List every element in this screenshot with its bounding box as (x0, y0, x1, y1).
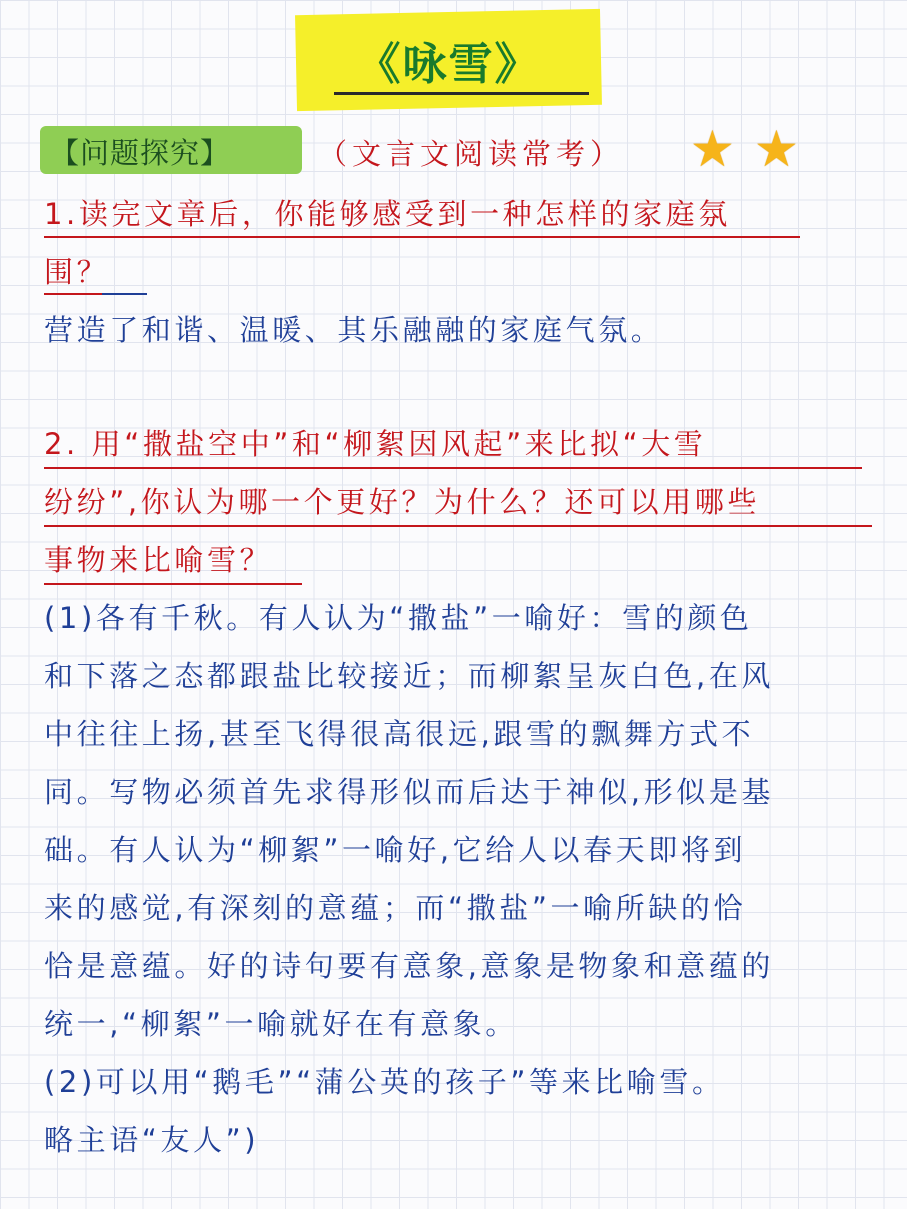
answer-2-line: (2)可以用“鹅毛”“蒲公英的孩子”等来比喻雪。 (44, 1065, 725, 1099)
question-1-line-1: 1.读完文章后，你能够感受到一种怎样的家庭氛 (44, 197, 731, 231)
answer-2-line: (1)各有千秋。有人认为“撒盐”一喻好：雪的颜色 (44, 601, 753, 635)
star-icon: ★ (754, 120, 799, 178)
question-underline (44, 525, 872, 527)
question-2-line-3: 事物来比喻雪？ (44, 543, 273, 577)
section-subtitle: （文言文阅读常考） (318, 137, 625, 171)
section-badge-label: 【问题探究】 (50, 136, 231, 170)
answer-2-line: 统一,“柳絮”一喻就好在有意象。 (44, 1007, 518, 1041)
star-icon: ★ (690, 120, 735, 178)
question-underline (102, 293, 147, 295)
answer-2-line: 同。写物必须首先求得形似而后达于神似,形似是基 (44, 775, 775, 809)
answer-2-line: 中往往上扬,甚至飞得很高很远,跟雪的飘舞方式不 (44, 717, 755, 751)
answer-2-line: 础。有人认为“柳絮”一喻好,它给人以春天即将到 (44, 833, 747, 867)
question-2-line-2: 纷纷”,你认为哪一个更好？为什么？还可以用哪些 (44, 485, 761, 519)
title-underline (334, 92, 589, 95)
page-title: 《咏雪》 (356, 39, 541, 90)
question-underline (44, 467, 862, 469)
question-underline (44, 583, 302, 585)
question-underline (44, 293, 102, 295)
answer-2-line: 略主语“友人”) (44, 1123, 260, 1157)
question-2-line-1: 2. 用“撒盐空中”和“柳絮因风起”来比拟“大雪 (44, 427, 707, 461)
answer-1: 营造了和谐、温暖、其乐融融的家庭气氛。 (44, 313, 664, 347)
question-1-line-2: 围？ (44, 255, 110, 289)
answer-2-line: 来的感觉,有深刻的意蕴；而“撒盐”一喻所缺的恰 (44, 891, 747, 925)
question-underline (44, 236, 800, 238)
answer-2-line: 和下落之态都跟盐比较接近；而柳絮呈灰白色,在风 (44, 659, 775, 693)
answer-2-line: 恰是意蕴。好的诗句要有意象,意象是物象和意蕴的 (44, 949, 775, 983)
